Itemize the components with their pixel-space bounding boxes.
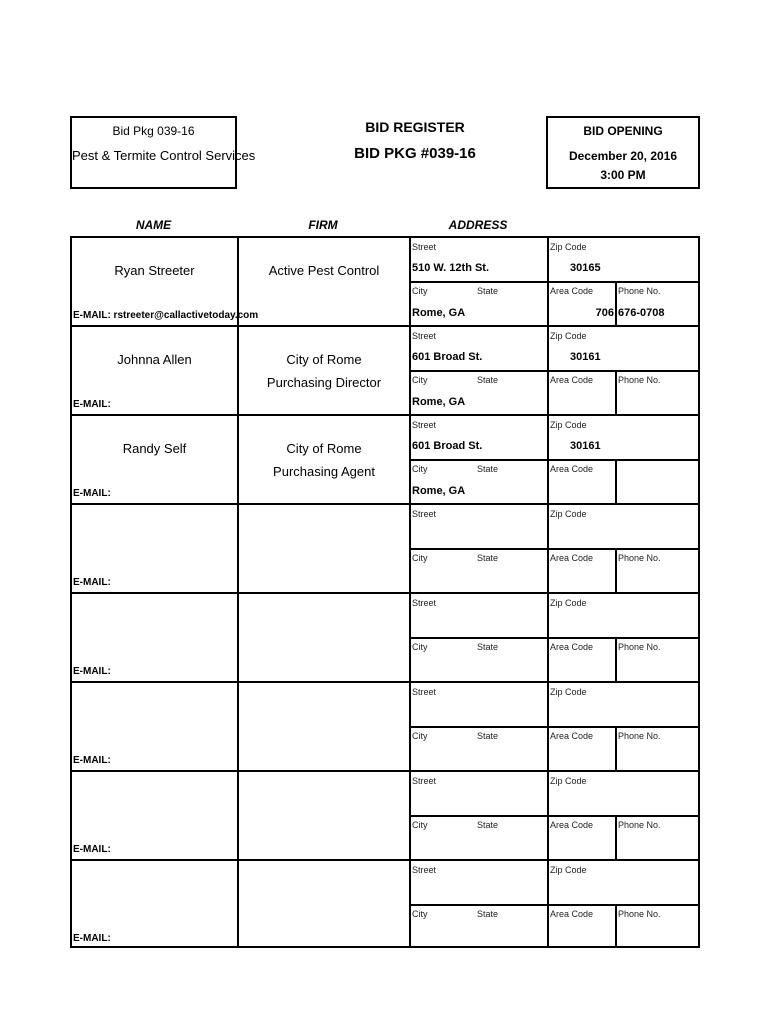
bidder-firm: Active Pest Control [268,263,380,278]
name-firm-divider [237,861,239,946]
state-label: State [477,553,499,563]
area-code-label: Area Code [550,820,594,830]
address-divider [409,726,698,728]
area-code-label: Area Code [550,286,594,296]
address-divider [409,815,698,817]
street-value: 601 Broad St. [412,351,483,363]
bidder-email: E-MAIL: [73,577,111,588]
city-label: City [412,909,428,919]
address-divider [409,281,698,283]
column-header-firm: FIRM [308,218,338,232]
street-label: Street [412,331,437,341]
city-value: Rome, GA [412,396,466,408]
street-value: 601 Broad St. [412,440,483,452]
bidder-firm-title: Purchasing Agent [273,464,375,479]
name-firm-divider [237,416,239,503]
area-phone-divider [615,282,617,325]
bidder-email: E-MAIL: [73,666,111,677]
area-phone-divider [615,549,617,592]
table-row [72,592,698,681]
street-label: Street [412,242,437,252]
state-label: State [477,464,499,474]
city-label: City [412,731,428,741]
table-row [72,414,698,503]
column-header-address: ADDRESS [448,218,508,232]
street-label: Street [412,420,437,430]
street-label: Street [412,598,437,608]
bid-package-title: Pest & Termite Control Services [72,148,256,163]
area-code-value: 706 [595,307,614,319]
page-subtitle: BID PKG #039-16 [354,145,476,162]
bid-package-number: Bid Pkg 039-16 [112,124,195,138]
bidder-email: E-MAIL: [73,755,111,766]
zip-label: Zip Code [550,598,587,608]
area-code-label: Area Code [550,553,594,563]
city-label: City [412,642,428,652]
column-header-name: NAME [135,218,172,232]
address-divider [409,904,698,906]
bidder-firm: City of Rome [286,441,362,456]
bid-opening-time: 3:00 PM [600,168,646,182]
bidder-firm-title: Purchasing Director [266,375,382,390]
address-divider [409,637,698,639]
city-label: City [412,820,428,830]
bidder-email: E-MAIL: [73,933,111,944]
area-phone-divider [615,460,617,503]
state-label: State [477,375,499,385]
phone-label: Phone No. [618,820,661,830]
city-label: City [412,464,428,474]
city-value: Rome, GA [412,307,466,319]
bidder-firm: City of Rome [286,352,362,367]
zip-label: Zip Code [550,242,587,252]
area-phone-divider [615,638,617,681]
bid-package-box [70,116,256,189]
phone-label: Phone No. [618,286,661,296]
zip-label: Zip Code [550,420,587,430]
zip-label: Zip Code [550,776,587,786]
street-value: 510 W. 12th St. [412,262,490,274]
bidder-email: E-MAIL: [73,399,111,410]
bid-opening-box [546,116,700,189]
city-label: City [412,553,428,563]
area-phone-divider [615,371,617,414]
state-label: State [477,286,499,296]
table-row [72,325,698,414]
name-firm-divider [237,594,239,681]
area-code-label: Area Code [550,909,594,919]
name-firm-divider [237,505,239,592]
name-firm-divider [237,683,239,770]
phone-value: 676-0708 [618,307,665,319]
zip-value: 30161 [570,440,601,452]
name-firm-divider [237,327,239,414]
table-row [72,770,698,859]
zip-value: 30165 [570,262,601,274]
table-row [72,681,698,770]
area-code-label: Area Code [550,375,594,385]
table-row [72,236,698,325]
city-label: City [412,375,428,385]
state-label: State [477,731,499,741]
state-label: State [477,820,499,830]
address-divider [409,370,698,372]
bid-register-table [70,236,700,948]
phone-label: Phone No. [618,642,661,652]
city-label: City [412,286,428,296]
name-firm-divider [237,772,239,859]
area-code-label: Area Code [550,642,594,652]
state-label: State [477,642,499,652]
phone-label: Phone No. [618,909,661,919]
table-row [72,859,698,948]
bidder-name: Johnna Allen [117,352,192,367]
zip-value: 30161 [570,351,601,363]
zip-label: Zip Code [550,687,587,697]
bid-opening-date: December 20, 2016 [568,149,678,163]
area-code-label: Area Code [550,731,594,741]
bidder-name: Ryan Streeter [114,263,195,278]
table-row [72,503,698,592]
state-label: State [477,909,499,919]
zip-label: Zip Code [550,509,587,519]
bidder-email: E-MAIL: [73,488,111,499]
street-label: Street [412,687,437,697]
zip-label: Zip Code [550,331,587,341]
bidder-email: E-MAIL: [73,844,111,855]
area-phone-divider [615,727,617,770]
bid-opening-label: BID OPENING [583,124,663,138]
city-value: Rome, GA [412,485,466,497]
bidder-name: Randy Self [122,441,187,456]
area-code-label: Area Code [550,464,594,474]
page-title: BID REGISTER [365,119,465,135]
phone-label: Phone No. [618,375,661,385]
street-label: Street [412,865,437,875]
bidder-email: E-MAIL: rstreeter@callactivetoday.com [73,310,259,321]
area-phone-divider [615,816,617,859]
street-label: Street [412,776,437,786]
phone-label: Phone No. [618,731,661,741]
street-label: Street [412,509,437,519]
address-divider [409,459,698,461]
area-phone-divider [615,905,617,946]
phone-label: Phone No. [618,553,661,563]
address-divider [409,548,698,550]
zip-label: Zip Code [550,865,587,875]
